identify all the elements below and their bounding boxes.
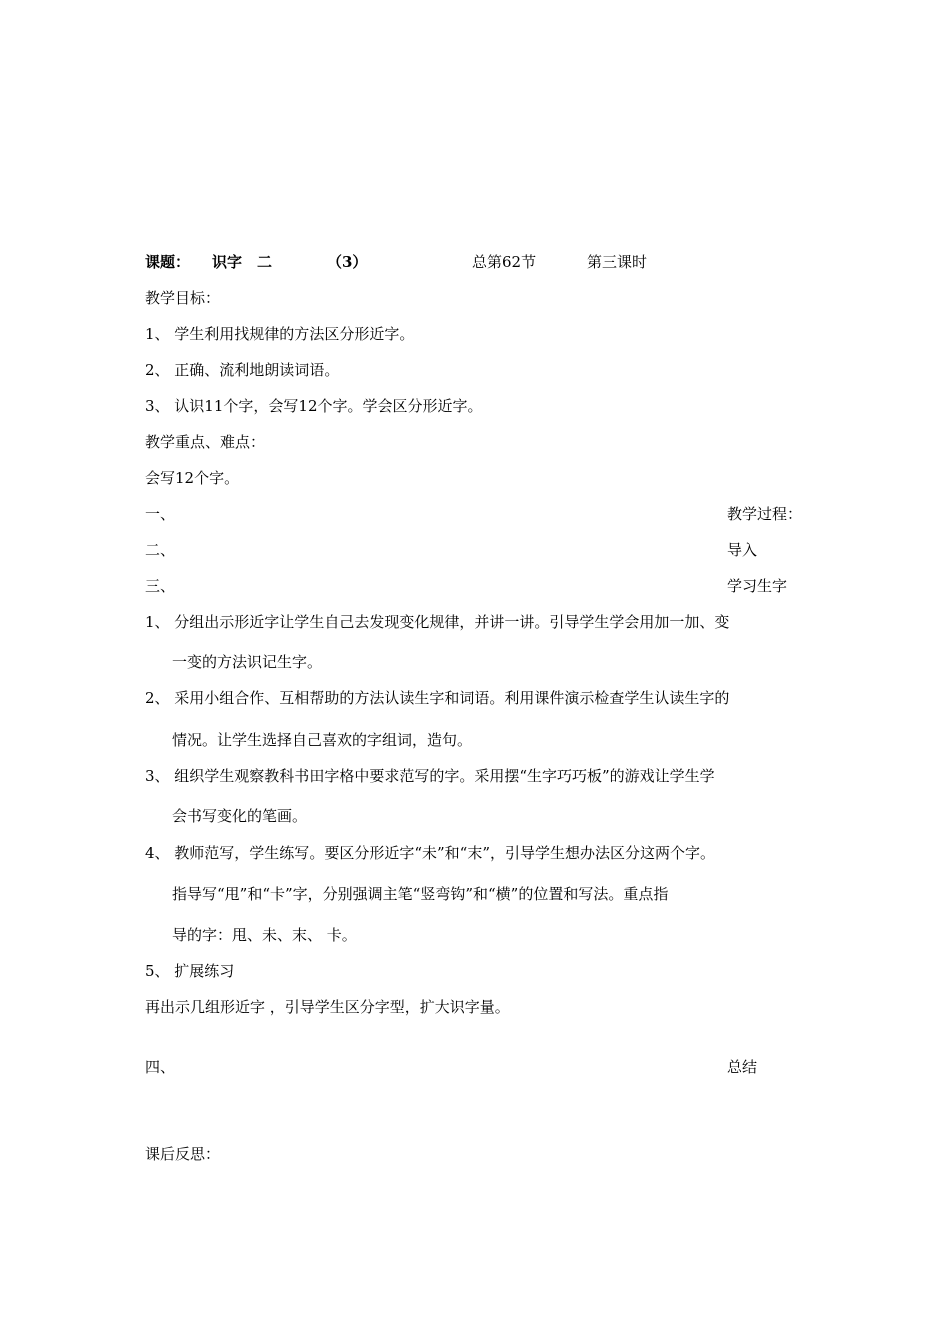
- outline-label: 导入: [727, 541, 758, 559]
- summary-number: 四、: [145, 1058, 176, 1076]
- outline-label: 学习生字: [727, 577, 788, 595]
- outline-number: 三、: [145, 577, 176, 595]
- objective-item: 3、 认识11个字，会写12个字。学会区分形近字。: [145, 397, 483, 415]
- step-line: 3、 组织学生观察教科书田字格中要求范写的字。采用摆“生字巧巧板”的游戏让学生学: [145, 767, 715, 785]
- header-label: 课题：: [145, 253, 191, 271]
- key-points-heading: 教学重点、难点：: [145, 433, 266, 451]
- summary-label: 总结: [727, 1058, 758, 1076]
- step-line: 2、 采用小组合作、互相帮助的方法认读生字和词语。利用课件演示检查学生认读生字的: [145, 689, 730, 707]
- outline-number: 一、: [145, 505, 176, 523]
- step-line: 1、 分组出示形近字让学生自己去发现变化规律，并讲一讲。引导学生学会用加一加、变: [145, 613, 730, 631]
- step-line: 4、 教师范写，学生练写。要区分形近字“未”和“末”，引导学生想办法区分这两个字。: [145, 844, 715, 862]
- lesson-period: 第三课时: [587, 253, 648, 271]
- objective-item: 2、 正确、流利地朗读词语。: [145, 361, 340, 379]
- lesson-title: 识字 二: [212, 253, 273, 271]
- step-line: 导的字：甩、未、末、 卡。: [172, 926, 357, 944]
- outline-label: 教学过程：: [727, 505, 803, 523]
- reflection-heading: 课后反思：: [145, 1145, 221, 1163]
- step-line: 5、 扩展练习: [145, 962, 235, 980]
- lesson-number: （3）: [327, 253, 368, 271]
- step-line: 一变的方法识记生字。: [172, 653, 323, 671]
- key-points-text: 会写12个字。: [145, 469, 240, 487]
- section-count: 总第62节: [472, 253, 537, 271]
- objective-item: 1、 学生利用找规律的方法区分形近字。: [145, 325, 415, 343]
- extension-text: 再出示几组形近字 ，引导学生区分字型，扩大识字量。: [145, 998, 510, 1016]
- step-line: 会书写变化的笔画。: [172, 807, 308, 825]
- objectives-heading: 教学目标：: [145, 289, 221, 307]
- step-line: 指导写“甩”和“卡”字，分别强调主笔“竖弯钩”和“横”的位置和写法。重点指: [172, 885, 669, 903]
- step-line: 情况。让学生选择自己喜欢的字组词，造句。: [172, 731, 473, 749]
- outline-number: 二、: [145, 541, 176, 559]
